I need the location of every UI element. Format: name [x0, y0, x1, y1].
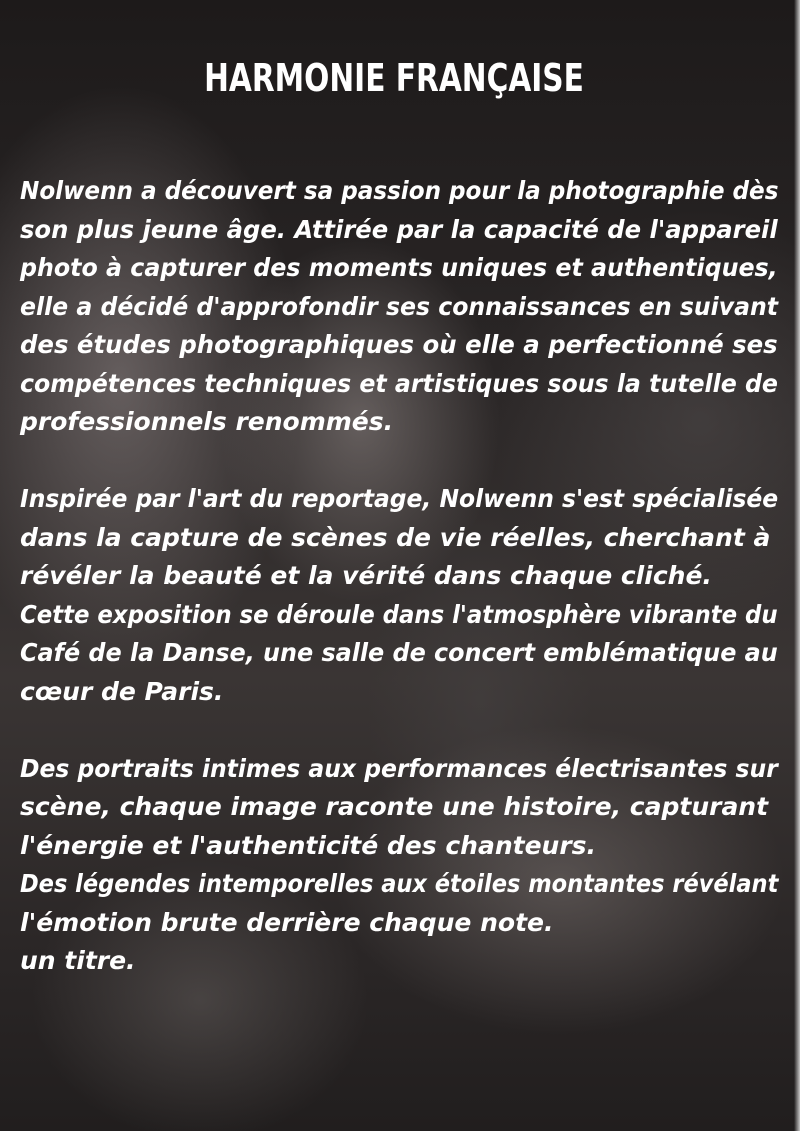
text-line: compétences techniques et artistiques sous la tutelle de — [20, 368, 778, 398]
text-line: dans la capture de scènes de vie réelles, cherchant à — [20, 522, 771, 552]
poster-title: HARMONIE FRANÇAISE — [204, 56, 584, 100]
text-line: révéler la beauté et la vérité dans chaque cliché. — [20, 561, 712, 590]
paragraph-portraits — [20, 750, 778, 981]
text-line: Cette exposition se déroule dans l'atmosphère vibrante du — [20, 599, 778, 629]
text-line: Nolwenn a découvert sa passion pour la photographie dès — [20, 176, 779, 205]
text-line: elle a décidé d'approfondir ses connaissances en suivant — [20, 291, 779, 321]
text-line: Café de la Danse, une salle de concert emblématique au — [20, 638, 778, 667]
text-line: des études photographiques où elle a perfectionné ses — [20, 330, 778, 359]
text-line: scène, chaque image raconte une histoire, capturant — [20, 792, 769, 821]
poster-body — [20, 172, 778, 1019]
paragraph-intro — [20, 172, 778, 442]
text-line: son plus jeune âge. Attirée par la capacité de l'appareil — [20, 214, 778, 244]
text-line: Des portraits intimes aux performances électrisantes sur — [20, 753, 778, 783]
text-line: photo à capturer des moments uniques et authentiques, — [20, 253, 778, 282]
text-line: cœur de Paris. — [20, 676, 224, 706]
text-line: l'énergie et l'authenticité des chanteurs. — [20, 830, 597, 860]
text-line: un titre. — [20, 946, 136, 975]
text-line: l'émotion brute derrière chaque note. — [20, 907, 554, 937]
paragraph-exhibition — [20, 480, 778, 711]
text-line: professionnels renommés. — [20, 407, 394, 436]
page-edge — [794, 0, 800, 1131]
text-line: Des légendes intemporelles aux étoiles montantes révélant — [20, 869, 779, 898]
text-line: Inspirée par l'art du reportage, Nolwenn s'est spécialisée — [20, 484, 779, 513]
